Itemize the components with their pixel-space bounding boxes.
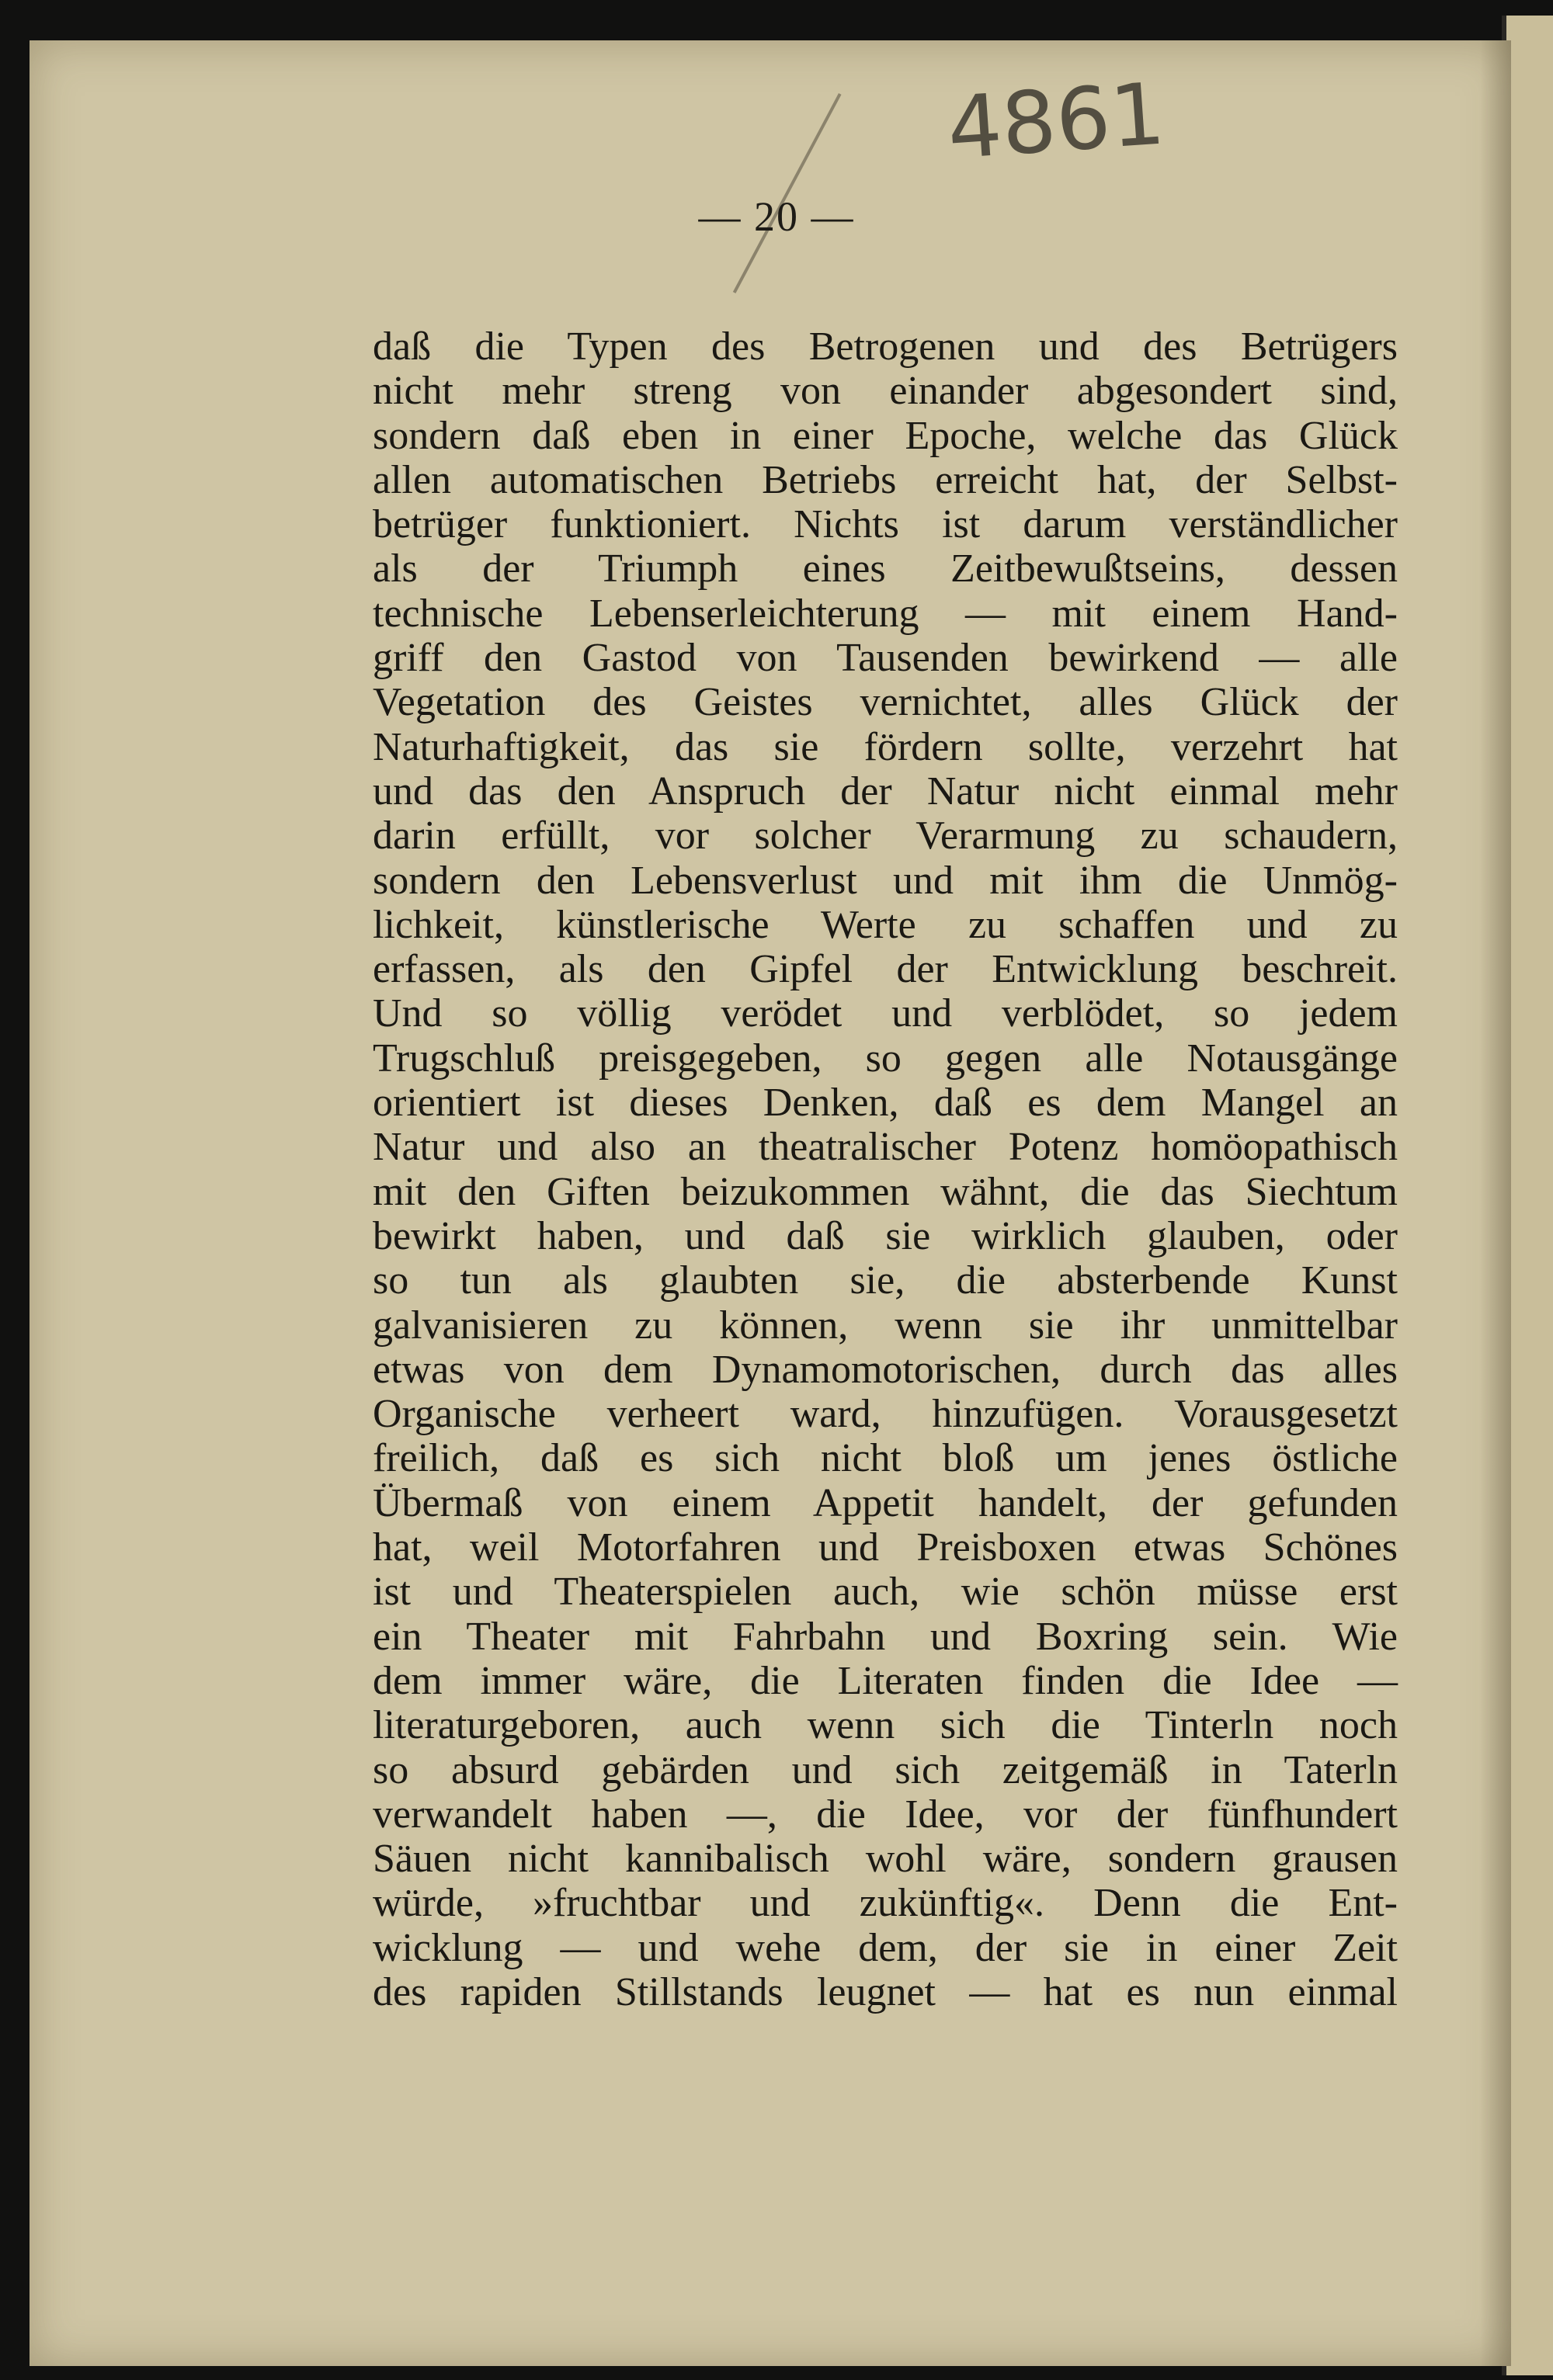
text-line: Natur und also an theatralischer Potenz homöopathisch: [373, 1125, 1398, 1170]
text-line: so absurd gebärden und sich zeitgemäß in Taterln: [373, 1747, 1398, 1792]
body-text: [373, 324, 1398, 2014]
text-line: erfassen, als den Gipfel der Entwicklung beschreit.: [373, 947, 1398, 992]
text-line: betrüger funktioniert. Nichts ist darum verständlicher: [373, 502, 1398, 547]
text-line: galvanisieren zu können, wenn sie ihr unmittelbar: [373, 1303, 1398, 1348]
text-line: literaturgeboren, auch wenn sich die Tinterln noch: [373, 1703, 1398, 1748]
text-line: Trugschluß preisgegeben, so gegen alle Notausgänge: [373, 1036, 1398, 1081]
text-line: nicht mehr streng von einander abgesondert sind,: [373, 369, 1398, 414]
text-line: orientiert ist dieses Denken, daß es dem Mangel an: [373, 1081, 1398, 1126]
handwritten-archive-mark: 4861: [943, 64, 1169, 179]
text-line: etwas von dem Dynamomotorischen, durch das alles: [373, 1347, 1398, 1392]
text-line: als der Triumph eines Zeitbewußtseins, dessen: [373, 546, 1398, 592]
text-line: wicklung — und wehe dem, der sie in einer Zeit: [373, 1925, 1398, 1970]
text-line: Und so völlig verödet und verblödet, so jedem: [373, 991, 1398, 1036]
text-line: Naturhaftigkeit, das sie fördern sollte, verzehrt hat: [373, 724, 1398, 769]
text-line: hat, weil Motorfahren und Preisboxen etwas Schönes: [373, 1525, 1398, 1570]
text-line: freilich, daß es sich nicht bloß um jenes östliche: [373, 1436, 1398, 1481]
text-line: bewirkt haben, und daß sie wirklich glauben, oder: [373, 1213, 1398, 1258]
text-line: verwandelt haben —, die Idee, vor der fünfhundert: [373, 1792, 1398, 1837]
text-line: technische Lebenserleichterung — mit einem Hand-: [373, 591, 1398, 636]
text-line: dem immer wäre, die Literaten finden die Idee —: [373, 1658, 1398, 1703]
text-line: allen automatischen Betriebs erreicht hat, der Selbst-: [373, 457, 1398, 502]
text-line: sondern den Lebensverlust und mit ihm die Unmög-: [373, 858, 1398, 903]
text-line: ein Theater mit Fahrbahn und Boxring sein. Wie: [373, 1614, 1398, 1659]
text-line: Säuen nicht kannibalisch wohl wäre, sondern grausen: [373, 1837, 1398, 1882]
text-line: daß die Typen des Betrogenen und des Betrügers: [373, 324, 1398, 369]
text-line: sondern daß eben in einer Epoche, welche das Glück: [373, 413, 1398, 458]
text-line: so tun als glaubten sie, die absterbende Kunst: [373, 1258, 1398, 1303]
text-line: Vegetation des Geistes vernichtet, alles Glück der: [373, 680, 1398, 725]
text-line: lichkeit, künstlerische Werte zu schaffen und zu: [373, 902, 1398, 947]
text-line: und das den Anspruch der Natur nicht einmal mehr: [373, 768, 1398, 814]
text-line: würde, »fruchtbar und zukünftig«. Denn die Ent-: [373, 1881, 1398, 1926]
text-line: Übermaß von einem Appetit handelt, der gefunden: [373, 1480, 1398, 1525]
text-line: ist und Theaterspielen auch, wie schön müsse erst: [373, 1570, 1398, 1615]
text-line: Organische verheert ward, hinzufügen. Vorausgesetzt: [373, 1392, 1398, 1437]
text-line: mit den Giften beizukommen wähnt, die das Siechtum: [373, 1169, 1398, 1214]
page-number: — 20 —: [698, 193, 855, 240]
text-line: darin erfüllt, vor solcher Verarmung zu schaudern,: [373, 814, 1398, 859]
text-line: griff den Gastod von Tausenden bewirkend — alle: [373, 636, 1398, 681]
text-line: des rapiden Stillstands leugnet — hat es nun einmal: [373, 1969, 1398, 2014]
